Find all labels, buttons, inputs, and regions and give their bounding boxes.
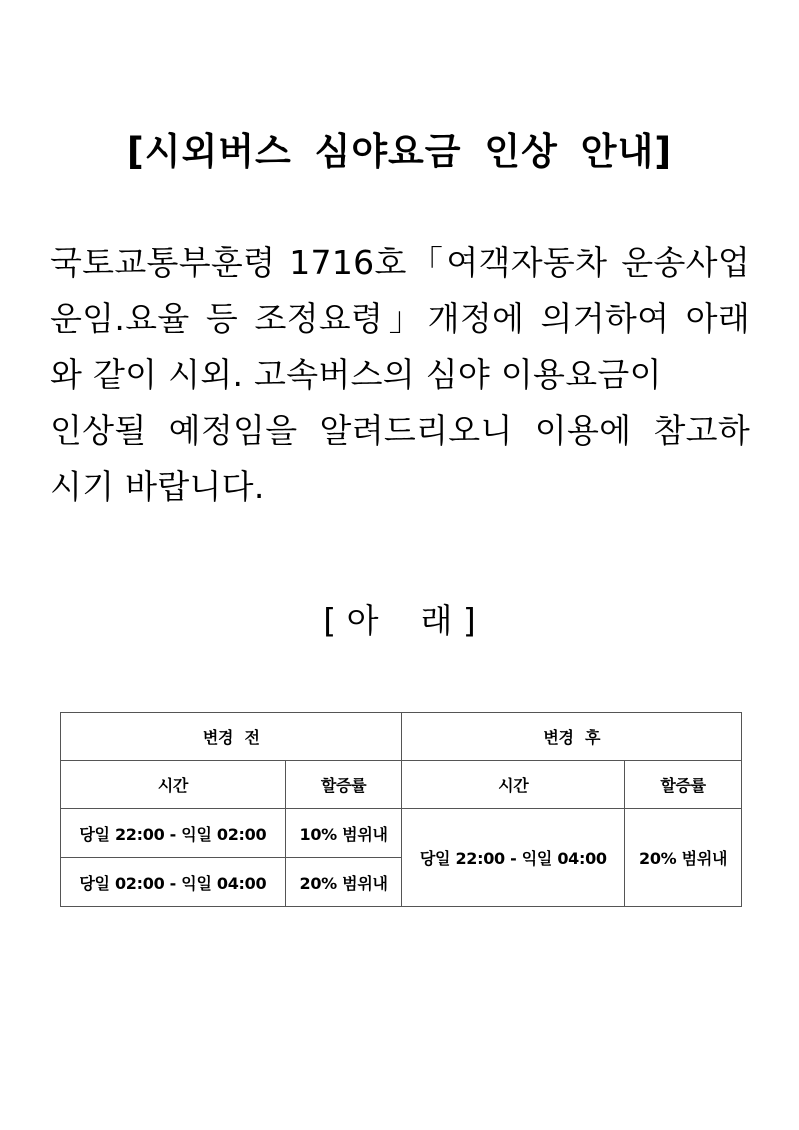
body-line-2: 운임.요율 등 조정요령」개정에 의거하여 아래 bbox=[50, 299, 750, 338]
notice-body bbox=[50, 235, 750, 515]
body-line-4: 인상될 예정임을 알려드리오니 이용에 참고하 bbox=[50, 411, 750, 450]
after-time-cell: 당일 22:00 - 익일 04:00 bbox=[402, 809, 625, 907]
column-header-rate-after: 할증률 bbox=[625, 761, 742, 809]
table-column-header-row bbox=[61, 761, 742, 809]
notice-title: [시외버스 심야요금 인상 안내] bbox=[126, 130, 673, 173]
column-header-time-before: 시간 bbox=[61, 761, 286, 809]
after-rate-cell: 20% 범위내 bbox=[625, 809, 742, 907]
table-group-header-row bbox=[61, 713, 742, 761]
before-time-cell: 당일 02:00 - 익일 04:00 bbox=[61, 858, 286, 907]
body-line-3: 와 같이 시외. 고속버스의 심야 이용요금이 bbox=[50, 355, 662, 394]
body-line-5: 시기 바랍니다. bbox=[50, 467, 265, 506]
before-time-cell: 당일 22:00 - 익일 02:00 bbox=[61, 809, 286, 858]
before-rate-cell: 10% 범위내 bbox=[285, 809, 402, 858]
group-header-before: 변경 전 bbox=[61, 713, 402, 761]
column-header-time-after: 시간 bbox=[402, 761, 625, 809]
group-header-after: 변경 후 bbox=[402, 713, 742, 761]
table-row bbox=[61, 809, 742, 858]
section-heading: [ 아 래 ] bbox=[323, 601, 476, 640]
column-header-rate-before: 할증률 bbox=[285, 761, 402, 809]
before-rate-cell: 20% 범위내 bbox=[285, 858, 402, 907]
fare-change-table bbox=[60, 712, 742, 907]
body-line-1: 국토교통부훈령 1716호「여객자동차 운송사업 bbox=[50, 243, 750, 282]
